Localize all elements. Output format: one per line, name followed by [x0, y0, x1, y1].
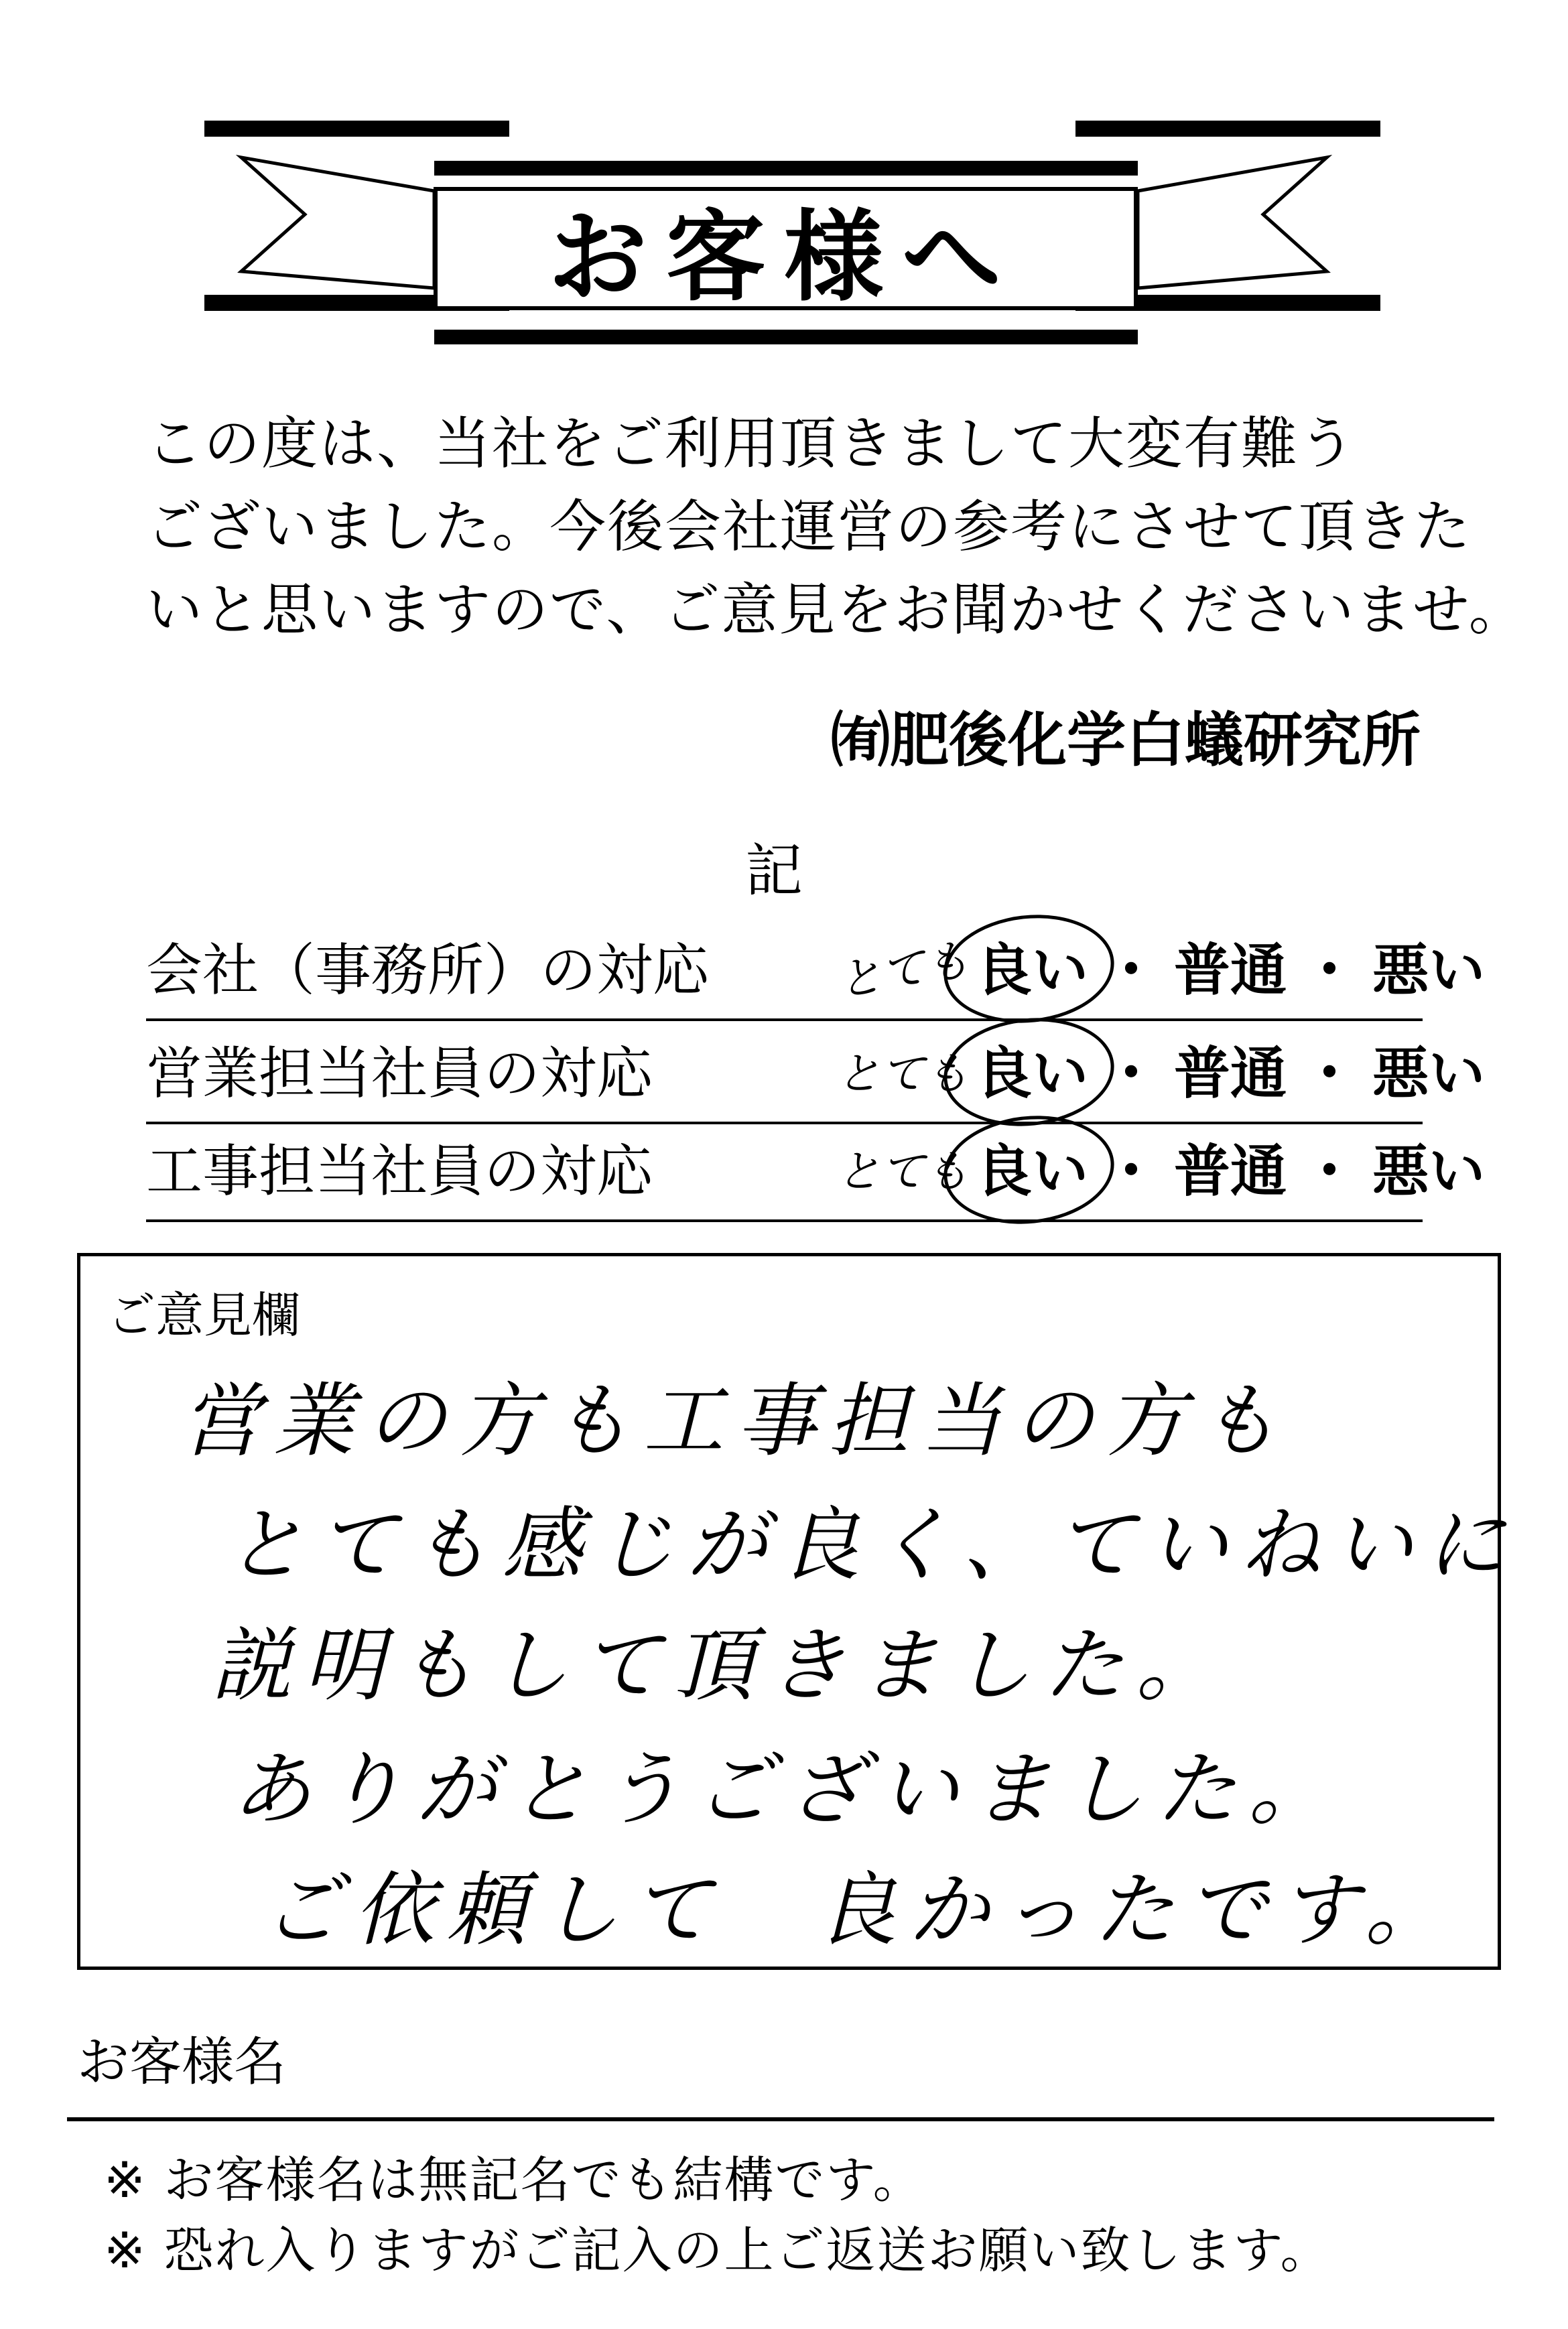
rating-modifier-handwritten: とても [836, 1146, 969, 1197]
option-bad[interactable]: 悪い [1372, 937, 1486, 1003]
opinion-box[interactable] [77, 1253, 1518, 1970]
rating-row-office [146, 918, 1486, 1021]
option-bad[interactable]: 悪い [1372, 1041, 1486, 1106]
option-good[interactable]: 良い [976, 937, 1089, 1003]
option-good[interactable]: 良い [976, 1138, 1089, 1204]
opinion-label: ご意見欄 [107, 1287, 301, 1343]
option-normal[interactable]: 普通 [1174, 1138, 1287, 1204]
handwritten-line: ご依頼して 良かったです。 [261, 1864, 1457, 1957]
handwritten-line: 説明もして頂きました。 [211, 1619, 1228, 1713]
company-name: ㈲肥後化学白蟻研究所 [830, 706, 1421, 775]
ki-heading: 記 [745, 838, 803, 905]
intro-line: いと思いますので、ご意見をお聞かせくださいませ。 [146, 577, 1526, 643]
rating-modifier-handwritten: とても [836, 1048, 969, 1100]
option-normal[interactable]: 普通 [1174, 937, 1287, 1003]
handwritten-line: 営業の方も工事担当の方も [181, 1375, 1291, 1468]
note-anonymous: ※ お客様名は無記名でも結構です。 [104, 2151, 924, 2209]
option-separator: ・ [1301, 1138, 1358, 1204]
rating-label: 工事担当社員の対応 [146, 1138, 653, 1204]
rating-label: 会社（事務所）の対応 [146, 937, 710, 1003]
rating-row-sales [146, 1021, 1486, 1124]
intro-text [146, 402, 1526, 651]
option-normal[interactable]: 普通 [1174, 1041, 1287, 1106]
option-bad[interactable]: 悪い [1372, 1138, 1486, 1204]
intro-line: ございました。今後会社運営の参考にさせて頂きた [146, 494, 1472, 559]
rating-options [976, 1028, 1485, 1110]
rating-modifier-handwritten: とても [833, 933, 974, 1008]
handwritten-line: ありがとうございました。 [231, 1743, 1341, 1837]
intro-line: この度は、当社をご利用頂きまして大変有難う [146, 411, 1357, 476]
option-separator: ・ [1301, 937, 1358, 1003]
handwritten-line: とても感じが良く、ていねいに [224, 1499, 1518, 1592]
customer-name-field-line[interactable] [67, 2117, 1494, 2121]
note-return: ※ 恐れ入りますがご記入の上ご返送お願い致します。 [104, 2222, 1331, 2279]
option-separator: ・ [1301, 1041, 1358, 1106]
option-good[interactable]: 良い [976, 1041, 1089, 1106]
rating-options [976, 1126, 1485, 1207]
rating-row-construction [146, 1119, 1486, 1222]
page-title: お客様へ [548, 198, 1020, 315]
customer-name-label: お客様名 [77, 2032, 287, 2092]
option-separator: ・ [1103, 1041, 1160, 1106]
option-separator: ・ [1103, 937, 1160, 1003]
option-separator: ・ [1103, 1138, 1160, 1204]
rating-options [976, 925, 1485, 1006]
rating-label: 営業担当社員の対応 [146, 1041, 653, 1106]
